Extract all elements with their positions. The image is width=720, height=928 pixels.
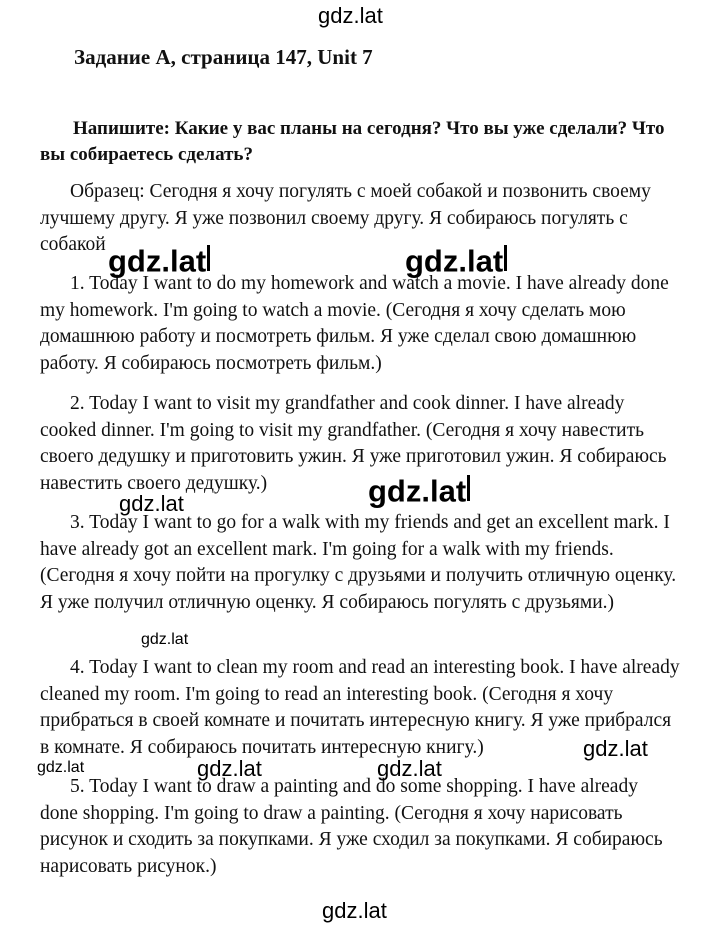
answer-item-5: 5. Today I want to draw a painting and do some shopping. I have already done shopping. I'm going to draw a painting. (Сегодня я хочу нарисовать рисунок и сходить за покупками. Я уже сходил за покупками. Я собираюсь нарисовать рисунок.) xyxy=(40,776,663,877)
watermark-text: gdz.lat xyxy=(368,473,467,509)
watermark: gdz.lat xyxy=(197,756,262,781)
watermark-text: gdz.lat xyxy=(108,243,207,279)
watermark: gdz.lat xyxy=(119,491,184,516)
answer-item-3: 3. Today I want to go for a walk with my friends and get an excellent mark. I have already got an excellent mark. I'm going for a walk with my friends. (Сегодня я хочу пойти на прогулку с друзьями и получить отличную оценку. Я уже получил отличную оценку. Я собираюсь погулять с друзьями.) xyxy=(40,512,677,613)
sample-paragraph: Образец: Сегодня я хочу погулять с моей собакой и позвонить своему лучшему другу. Я уже позвонил своему другу. Я собираюсь погулять с собакой xyxy=(40,181,651,255)
answer-item-2: 2. Today I want to visit my grandfather and cook dinner. I have already cooked dinner. I'm going to visit my grandfather. (Сегодня я хочу навестить своего дедушку и приготовить ужин. Я уже приготовил ужин. Я собираюсь навестить своего дедушку.) xyxy=(40,393,667,494)
page-title: Задание А, страница 147, Unit 7 xyxy=(74,45,373,69)
watermark-large xyxy=(108,243,210,279)
watermark: gdz.lat xyxy=(37,759,85,776)
cursor-bar-icon xyxy=(504,245,507,271)
answer-item-1: 1. Today I want to do my homework and watch a movie. I have already done my homework. I'm going to watch a movie. (Сегодня я хочу сделать мою домашнюю работу и посмотреть фильм. Я уже сделал свою домашнюю работу. Я собираюсь посмотреть фильм.) xyxy=(40,273,669,374)
watermark: gdz.lat xyxy=(318,3,383,28)
watermark: gdz.lat xyxy=(322,898,387,923)
watermark-large xyxy=(368,473,470,509)
watermark: gdz.lat xyxy=(377,756,442,781)
watermark-text: gdz.lat xyxy=(405,243,504,279)
watermark: gdz.lat xyxy=(141,631,189,648)
cursor-bar-icon xyxy=(467,475,470,501)
watermark-large xyxy=(405,243,507,279)
cursor-bar-icon xyxy=(207,245,210,271)
task-prompt: Напишите: Какие у вас планы на сегодня? Что вы уже сделали? Что вы собираетесь сделать? xyxy=(40,118,665,165)
answer-item-4: 4. Today I want to clean my room and read an interesting book. I have already cleaned my room. I'm going to read an interesting book. (Сегодня я хочу прибраться в своей комнате и почитать интересную книгу. Я уже прибрался в комнате. Я собираюсь почитать интересную книгу.) xyxy=(40,657,680,758)
watermark: gdz.lat xyxy=(583,736,648,761)
